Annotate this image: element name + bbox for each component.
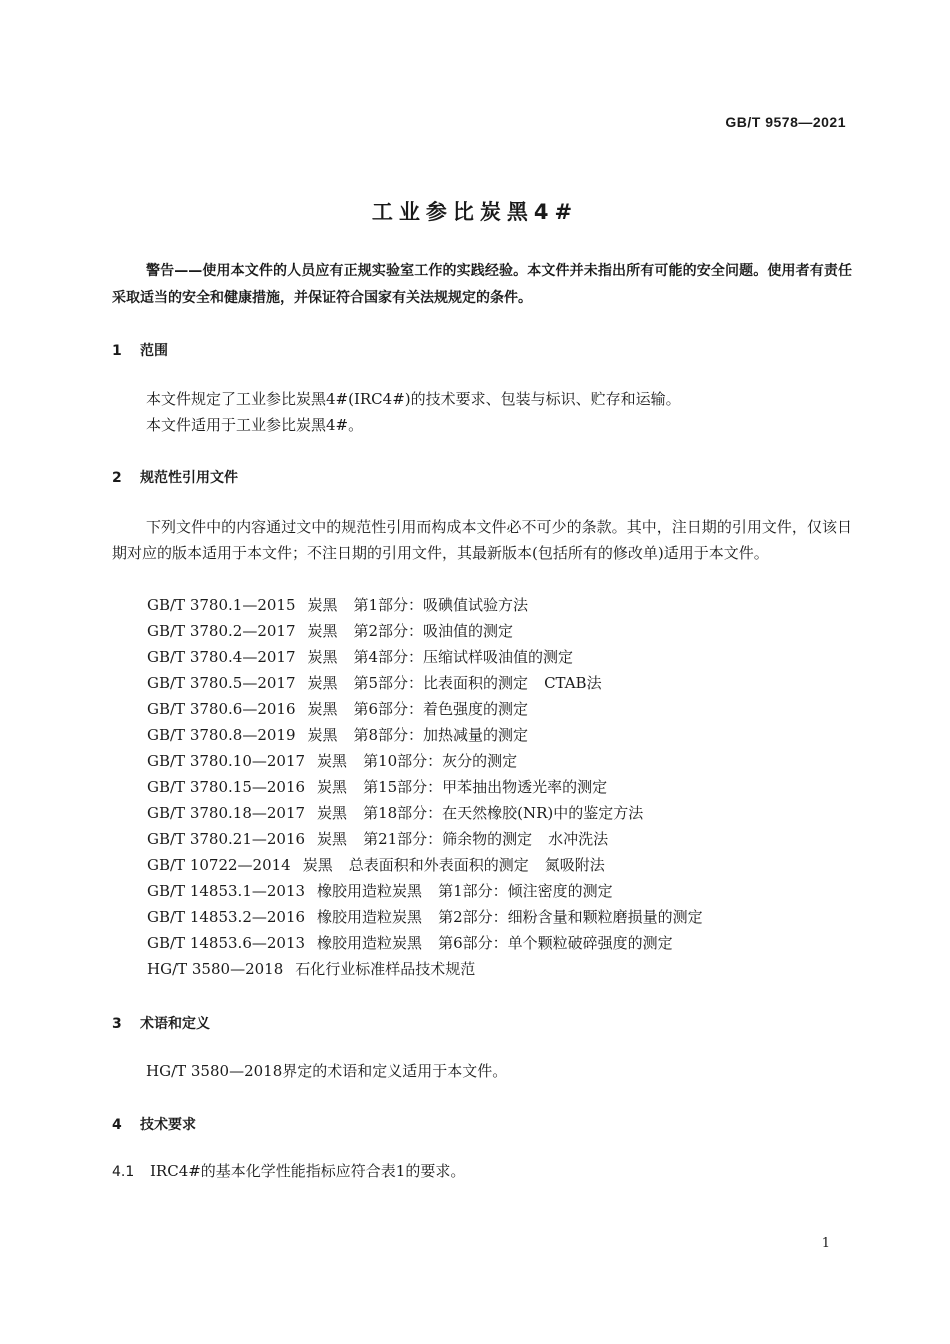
ref-part: 第21部分：筛余物的测定 bbox=[363, 830, 533, 848]
ref-part: 第1部分：倾注密度的测定 bbox=[438, 882, 613, 900]
ref-code: GB/T 3780.1—2015 bbox=[147, 596, 296, 614]
ref-part: 第6部分：单个颗粒破碎强度的测定 bbox=[438, 934, 673, 952]
ref-extra: CTAB法 bbox=[544, 674, 602, 692]
section-title: 术语和定义 bbox=[140, 1016, 210, 1032]
section-number: 2 bbox=[112, 470, 122, 486]
list-item bbox=[147, 696, 703, 722]
ref-part: 第1部分：吸碘值试验方法 bbox=[353, 596, 529, 614]
section-title: 规范性引用文件 bbox=[140, 470, 238, 486]
list-item bbox=[147, 618, 703, 644]
scope-paragraph-1: 本文件规定了工业参比炭黑4#(IRC4#)的技术要求、包装与标识、贮存和运输。 bbox=[146, 390, 681, 408]
section-3-heading bbox=[112, 1013, 210, 1033]
section-title: 范围 bbox=[140, 343, 168, 359]
section-number: 3 bbox=[112, 1016, 122, 1032]
ref-part: 第5部分：比表面积的测定 bbox=[353, 674, 529, 692]
ref-part: 第2部分：吸油值的测定 bbox=[353, 622, 514, 640]
list-item bbox=[147, 930, 703, 956]
ref-part: 第18部分：在天然橡胶(NR)中的鉴定方法 bbox=[363, 804, 644, 822]
ref-title: 炭黑 bbox=[317, 830, 348, 848]
page-number: 1 bbox=[821, 1236, 830, 1251]
ref-title: 炭黑 bbox=[307, 726, 338, 744]
list-item bbox=[147, 592, 703, 618]
ref-title: 炭黑 bbox=[307, 674, 338, 692]
document-title: 工业参比炭黑4# bbox=[371, 200, 579, 224]
ref-title: 炭黑 bbox=[307, 700, 338, 718]
ref-code: GB/T 3780.18—2017 bbox=[147, 804, 306, 822]
safety-warning: 警告——使用本文件的人员应有正规实验室工作的实践经验。本文件并未指出所有可能的安全问题。使用者有责任采取适当的安全和健康措施，并保证符合国家有关法规规定的条件。 bbox=[112, 263, 852, 306]
ref-part: 第15部分：甲苯抽出物透光率的测定 bbox=[363, 778, 608, 796]
ref-code: GB/T 14853.1—2013 bbox=[147, 882, 306, 900]
section-1-heading bbox=[112, 340, 168, 360]
ref-title: 炭黑 bbox=[307, 596, 338, 614]
list-item bbox=[147, 904, 703, 930]
list-item bbox=[147, 722, 703, 748]
ref-part: 第10部分：灰分的测定 bbox=[363, 752, 518, 770]
ref-code: HG/T 3580—2018 bbox=[147, 960, 284, 978]
ref-title: 炭黑 bbox=[317, 804, 348, 822]
standard-code: GB/T 9578—2021 bbox=[725, 114, 846, 130]
ref-code: GB/T 3780.2—2017 bbox=[147, 622, 296, 640]
ref-title: 橡胶用造粒炭黑 bbox=[317, 934, 423, 952]
references-intro: 下列文件中的内容通过文中的规范性引用而构成本文件必不可少的条款。其中，注日期的引用文件，仅该日期对应的版本适用于本文件；不注日期的引用文件，其最新版本(包括所有的修改单)适用于本文件。 bbox=[112, 518, 852, 562]
section-number: 4 bbox=[112, 1117, 122, 1133]
normative-references-list bbox=[147, 592, 703, 982]
ref-code: GB/T 3780.6—2016 bbox=[147, 700, 296, 718]
ref-title: 炭黑 bbox=[302, 856, 333, 874]
ref-code: GB/T 14853.2—2016 bbox=[147, 908, 306, 926]
ref-part: 第4部分：压缩试样吸油值的测定 bbox=[353, 648, 574, 666]
ref-title: 炭黑 bbox=[307, 648, 338, 666]
ref-part: 总表面积和外表面积的测定 bbox=[348, 856, 529, 874]
section-2-heading bbox=[112, 467, 238, 487]
section-title: 技术要求 bbox=[140, 1117, 196, 1133]
ref-part: 第6部分：着色强度的测定 bbox=[353, 700, 529, 718]
ref-part: 第8部分：加热减量的测定 bbox=[353, 726, 529, 744]
list-item bbox=[147, 774, 703, 800]
clause-number: 4.1 bbox=[112, 1164, 135, 1180]
ref-title: 炭黑 bbox=[317, 778, 348, 796]
ref-title: 橡胶用造粒炭黑 bbox=[317, 908, 423, 926]
ref-code: GB/T 3780.21—2016 bbox=[147, 830, 306, 848]
ref-code: GB/T 10722—2014 bbox=[147, 856, 291, 874]
section-number: 1 bbox=[112, 343, 122, 359]
list-item bbox=[147, 878, 703, 904]
list-item bbox=[147, 800, 703, 826]
list-item bbox=[147, 670, 703, 696]
ref-code: GB/T 14853.6—2013 bbox=[147, 934, 306, 952]
scope-paragraph-2: 本文件适用于工业参比炭黑4#。 bbox=[146, 416, 364, 434]
clause-4-1 bbox=[112, 1160, 465, 1181]
list-item bbox=[147, 956, 703, 982]
list-item bbox=[147, 826, 703, 852]
ref-title: 石化行业标准样品技术规范 bbox=[295, 960, 476, 978]
terms-paragraph: HG/T 3580—2018界定的术语和定义适用于本文件。 bbox=[146, 1062, 508, 1080]
clause-text: IRC4#的基本化学性能指标应符合表1的要求。 bbox=[150, 1162, 466, 1180]
section-4-heading bbox=[112, 1114, 196, 1134]
ref-extra: 氮吸附法 bbox=[544, 856, 605, 874]
ref-part: 第2部分：细粉含量和颗粒磨损量的测定 bbox=[438, 908, 703, 926]
ref-code: GB/T 3780.5—2017 bbox=[147, 674, 296, 692]
ref-title: 炭黑 bbox=[317, 752, 348, 770]
list-item bbox=[147, 644, 703, 670]
ref-code: GB/T 3780.15—2016 bbox=[147, 778, 306, 796]
ref-title: 炭黑 bbox=[307, 622, 338, 640]
list-item bbox=[147, 852, 703, 878]
ref-code: GB/T 3780.10—2017 bbox=[147, 752, 306, 770]
ref-title: 橡胶用造粒炭黑 bbox=[317, 882, 423, 900]
list-item bbox=[147, 748, 703, 774]
ref-code: GB/T 3780.4—2017 bbox=[147, 648, 296, 666]
ref-extra: 水冲洗法 bbox=[548, 830, 609, 848]
ref-code: GB/T 3780.8—2019 bbox=[147, 726, 296, 744]
